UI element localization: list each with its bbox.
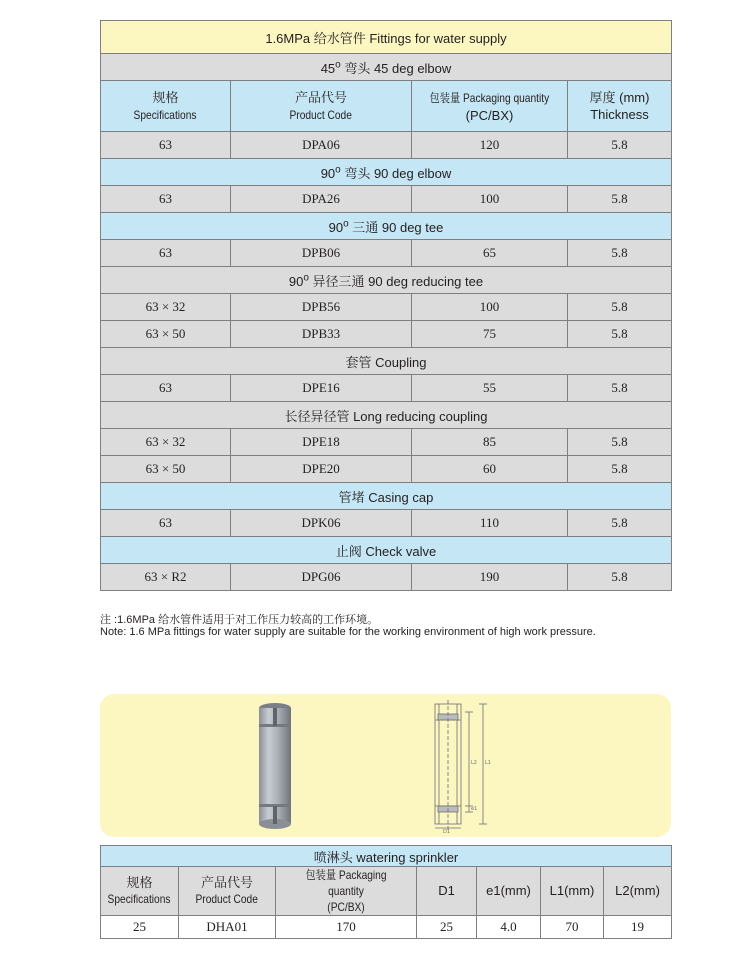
cell-thickness: 5.8 xyxy=(568,429,672,456)
section-title-text: 弯头 90 deg elbow xyxy=(340,165,452,181)
note-chinese: 注 :1.6MPa 给水管件适用于对工作压力较高的工作环境。 xyxy=(100,614,379,626)
cell-qty: 65 xyxy=(412,240,568,267)
header-row xyxy=(101,81,672,132)
cell-code: DPK06 xyxy=(231,510,412,537)
sprinkler-header-l2: L2(mm) xyxy=(604,867,672,916)
sprinkler-header-pack-en: (PC/BX) xyxy=(327,900,365,914)
table-row xyxy=(101,294,672,321)
sprinkler-header-spec-en: Specifications xyxy=(108,892,171,906)
section-title xyxy=(101,348,672,375)
cell-thickness: 5.8 xyxy=(568,186,672,213)
header-spec-en: Specifications xyxy=(134,107,197,122)
cell-spec: 63 xyxy=(101,240,231,267)
section-title xyxy=(101,267,672,294)
cell-code: DPE20 xyxy=(231,456,412,483)
table-row xyxy=(101,240,672,267)
header-spec xyxy=(101,81,231,132)
section-title xyxy=(101,483,672,510)
sprinkler-cell-d1: 25 xyxy=(417,916,477,939)
table-row xyxy=(101,564,672,591)
header-spec-cn: 规格 xyxy=(152,89,179,105)
sprinkler-header-e1: e1(mm) xyxy=(477,867,541,916)
degree-mark: o xyxy=(303,272,309,284)
cell-spec: 63 xyxy=(101,186,231,213)
cell-thickness: 5.8 xyxy=(568,132,672,159)
cell-code: DPA06 xyxy=(231,132,412,159)
sprinkler-header-spec xyxy=(101,867,179,916)
drawing-label-l1: L1 xyxy=(485,760,491,766)
section-title-text: 止阀 Check valve xyxy=(335,543,437,559)
table-row xyxy=(101,132,672,159)
section-title xyxy=(101,402,672,429)
cell-code: DPA26 xyxy=(231,186,412,213)
cell-thickness: 5.8 xyxy=(568,456,672,483)
sprinkler-cell-spec: 25 xyxy=(101,916,179,939)
cell-qty: 120 xyxy=(412,132,568,159)
header-code-cn: 产品代号 xyxy=(294,89,347,105)
sprinkler-data-row xyxy=(101,916,672,939)
degree-mark: o xyxy=(343,218,349,230)
section-title-angle: 90 xyxy=(288,273,304,289)
header-thickness xyxy=(568,81,672,132)
section-title xyxy=(101,54,672,81)
drawing-label-e1: e1 xyxy=(471,806,478,812)
section-row xyxy=(101,213,672,240)
sprinkler-cell-e1: 4.0 xyxy=(477,916,541,939)
sprinkler-header-l1: L1(mm) xyxy=(541,867,604,916)
cell-spec: 63 xyxy=(101,132,231,159)
sprinkler-technical-drawing xyxy=(425,698,515,834)
sprinkler-header-d1: D1 xyxy=(417,867,477,916)
table-row xyxy=(101,375,672,402)
sprinkler-header-code xyxy=(179,867,276,916)
sprinkler-photo xyxy=(250,700,300,832)
cell-code: DPG06 xyxy=(231,564,412,591)
sprinkler-header-pack xyxy=(276,867,417,916)
cell-code: DPB56 xyxy=(231,294,412,321)
section-title xyxy=(101,537,672,564)
section-title-angle: 45 xyxy=(320,60,336,76)
note-english: Note: 1.6 MPa fittings for water supply are suitable for the working environment of high work pressure. xyxy=(100,626,596,638)
table-row xyxy=(101,321,672,348)
drawing-label-d1: D1 xyxy=(443,829,451,834)
section-title-text: 三通 90 deg tee xyxy=(348,219,444,235)
sprinkler-header-code-cn: 产品代号 xyxy=(200,875,253,890)
header-thickness-cn: 厚度 (mm) xyxy=(589,90,650,105)
section-title-text: 管堵 Casing cap xyxy=(338,489,434,505)
cell-qty: 100 xyxy=(412,186,568,213)
cell-qty: 85 xyxy=(412,429,568,456)
section-title xyxy=(101,213,672,240)
header-thickness-en: Thickness xyxy=(590,107,649,122)
header-pack-cn: 包装量 Packaging quantity xyxy=(429,90,550,105)
table-row xyxy=(101,456,672,483)
cell-code: DPE18 xyxy=(231,429,412,456)
drawing-label-l2: L2 xyxy=(471,760,477,766)
header-pack-en: (PC/BX) xyxy=(465,107,514,123)
section-title xyxy=(101,159,672,186)
section-row xyxy=(101,483,672,510)
sprinkler-cell-l1: 70 xyxy=(541,916,604,939)
fittings-table xyxy=(100,20,672,591)
section-row xyxy=(101,267,672,294)
section-title-text: 异径三通 90 deg reducing tee xyxy=(308,273,484,289)
cell-thickness: 5.8 xyxy=(568,321,672,348)
table-row xyxy=(101,429,672,456)
cell-qty: 60 xyxy=(412,456,568,483)
cell-qty: 75 xyxy=(412,321,568,348)
header-code-en: Product Code xyxy=(289,107,353,122)
sprinkler-header-code-en: Product Code xyxy=(195,892,259,906)
cell-thickness: 5.8 xyxy=(568,564,672,591)
table-row xyxy=(101,510,672,537)
cell-thickness: 5.8 xyxy=(568,510,672,537)
section-title-angle: 90 xyxy=(328,219,344,235)
sprinkler-table xyxy=(100,845,672,939)
table-row xyxy=(101,186,672,213)
degree-mark: o xyxy=(335,59,341,71)
cell-qty: 100 xyxy=(412,294,568,321)
sprinkler-title-row xyxy=(101,846,672,867)
table-title-row xyxy=(101,21,672,54)
section-title-text: 长径异径管 Long reducing coupling xyxy=(284,408,488,424)
sprinkler-cell-code: DHA01 xyxy=(179,916,276,939)
cell-spec: 63 × 50 xyxy=(101,456,231,483)
cell-qty: 55 xyxy=(412,375,568,402)
sprinkler-title: 喷淋头 watering sprinkler xyxy=(101,846,672,867)
degree-mark: o xyxy=(335,164,341,176)
section-row xyxy=(101,54,672,81)
cell-thickness: 5.8 xyxy=(568,294,672,321)
cell-spec: 63 × 50 xyxy=(101,321,231,348)
cell-code: DPE16 xyxy=(231,375,412,402)
section-row xyxy=(101,537,672,564)
cell-spec: 63 xyxy=(101,510,231,537)
header-code xyxy=(231,81,412,132)
product-image-panel xyxy=(100,694,671,837)
cell-spec: 63 × 32 xyxy=(101,294,231,321)
section-row xyxy=(101,348,672,375)
header-pack xyxy=(412,81,568,132)
cell-code: DPB33 xyxy=(231,321,412,348)
section-title-text: 弯头 45 deg elbow xyxy=(340,60,452,76)
section-row xyxy=(101,402,672,429)
section-title-angle: 90 xyxy=(320,165,336,181)
sprinkler-cell-qty: 170 xyxy=(276,916,417,939)
cell-qty: 190 xyxy=(412,564,568,591)
sprinkler-header-spec-cn: 规格 xyxy=(126,875,153,890)
cell-spec: 63 × 32 xyxy=(101,429,231,456)
section-title-text: 套管 Coupling xyxy=(345,354,427,370)
sprinkler-header-row xyxy=(101,867,672,916)
cell-spec: 63 × R2 xyxy=(101,564,231,591)
cell-thickness: 5.8 xyxy=(568,375,672,402)
section-row xyxy=(101,159,672,186)
sprinkler-cell-l2: 19 xyxy=(604,916,672,939)
cell-qty: 110 xyxy=(412,510,568,537)
cell-thickness: 5.8 xyxy=(568,240,672,267)
table-title: 1.6MPa 给水管件 Fittings for water supply xyxy=(101,21,672,54)
cell-code: DPB06 xyxy=(231,240,412,267)
sprinkler-header-pack-cn: 包装量 Packaging quantity xyxy=(305,868,387,898)
cell-spec: 63 xyxy=(101,375,231,402)
